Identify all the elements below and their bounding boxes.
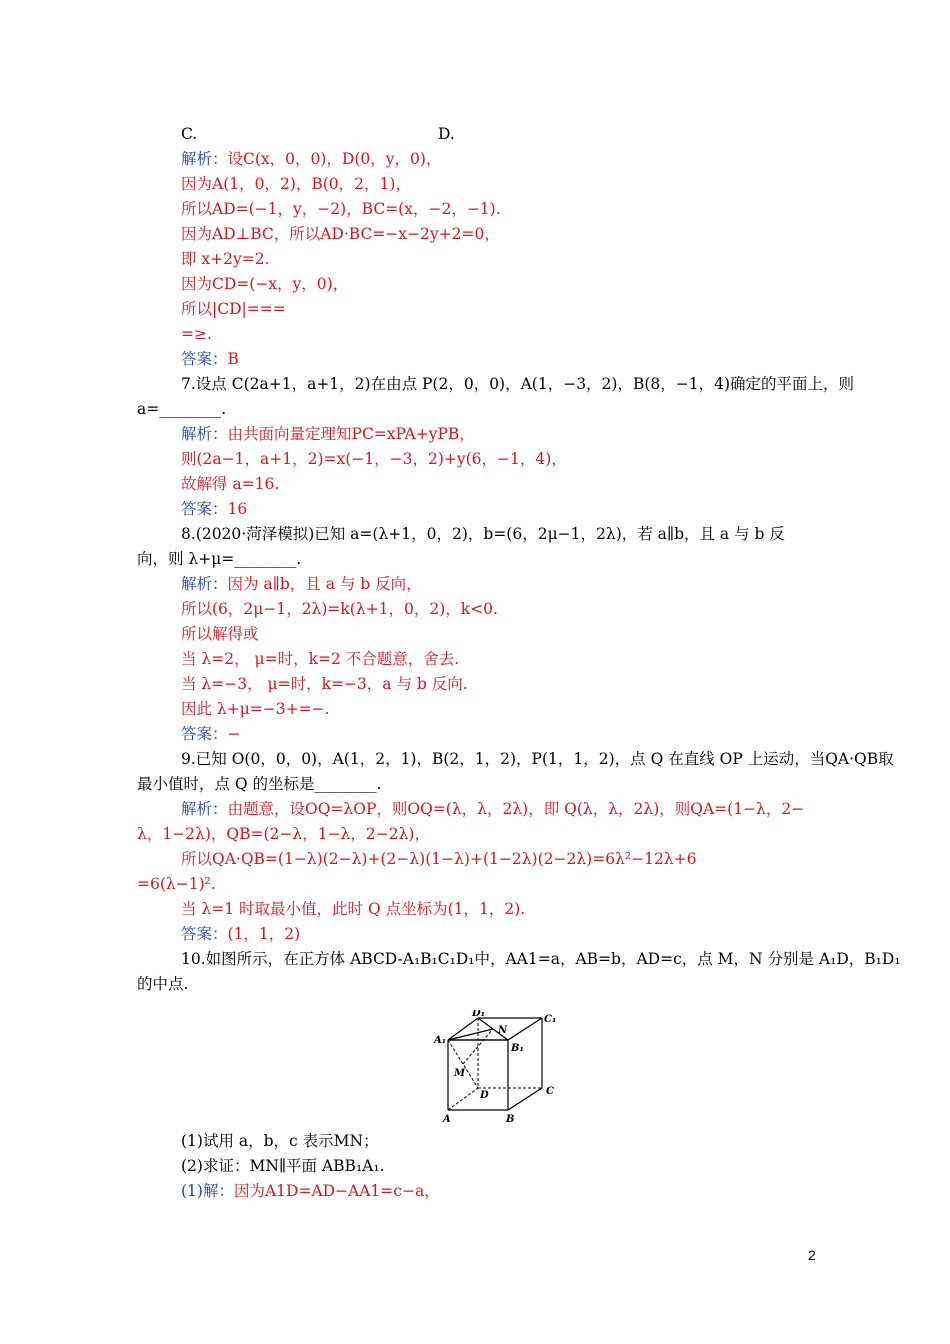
label-m: M	[454, 1068, 466, 1079]
solution-text: 由题意，设OQ=λOP，则OQ=(λ，λ，2λ)，即 Q(λ，λ，2λ)，则QA=(1−λ，2−	[227, 800, 805, 818]
q6-answer	[181, 349, 239, 369]
edge-b1c1	[508, 1018, 542, 1040]
q7-question-line-1: 7.设点 C(2a+1，a+1，2)在由点 P(2，0，0)，A(1，−3，2)，B(8，−1，4)确定的平面上，则	[181, 375, 855, 393]
q8-analysis-line-6: 因此 λ+μ=−3+=−.	[181, 700, 330, 718]
q6-analysis-line-5: 即 x+2y=2.	[181, 250, 270, 268]
label-c1: C₁	[544, 1014, 557, 1025]
q6-analysis-line-7: 所以|CD|===	[181, 300, 286, 318]
q6-analysis-line-3: 所以AD=(−1，y，−2)，BC=(x，−2，−1).	[181, 200, 501, 218]
q9-analysis-line-3: 所以QA·QB=(1−λ)(2−λ)+(2−λ)(1−λ)+(1−2λ)(2−2λ)=6λ²−12λ+6	[181, 850, 697, 868]
q9-analysis-line-1	[181, 799, 804, 819]
q7-analysis-line-3: 故解得 a=16.	[181, 475, 280, 493]
answer-label: 答案：	[181, 925, 228, 943]
q9-answer	[181, 924, 300, 944]
q9-analysis-line-5: 当 λ=1 时取最小值，此时 Q 点坐标为(1，1，2).	[181, 900, 526, 918]
solution-text: 设C(x，0，0)，D(0，y，0)，	[227, 150, 442, 168]
answer-value: B	[227, 350, 239, 368]
label-a1: A₁	[434, 1035, 447, 1046]
answer-value: −	[227, 725, 241, 743]
analysis-label: 解析：	[181, 425, 228, 443]
q10-part-2: (2)求证：MN∥平面 ABB₁A₁.	[181, 1157, 385, 1175]
analysis-label: 解析：	[181, 800, 228, 818]
solution-text: 因为 a∥b，且 a 与 b 反向，	[227, 575, 422, 593]
q9-question-line-1: 9.已知 O(0，0，0)，A(1，2，1)，B(2，1，2)，P(1，1，2)，点 Q 在直线 OP 上运动，当QA·QB取	[181, 750, 894, 768]
q10-question-line-1: 10.如图所示，在正方体 ABCD-A₁B₁C₁D₁中，AA1=a，AB=b，AD=c，点 M，N 分别是 A₁D，B₁D₁	[181, 950, 901, 968]
q6-analysis-line-4: 因为AD⊥BC，所以AD·BC=−x−2y+2=0，	[181, 225, 500, 243]
q8-analysis-line-1	[181, 574, 422, 594]
q6-analysis-line-6: 因为CD=(−x，y，0)，	[181, 275, 349, 293]
label-a: A	[443, 1114, 451, 1125]
answer-label: 答案：	[181, 350, 228, 368]
answer-label: 答案：	[181, 725, 228, 743]
q8-question-line-1: 8.(2020·菏泽模拟)已知 a=(λ+1，0，2)，b=(6，2μ−1，2λ)，若 a∥b，且 a 与 b 反	[181, 525, 785, 543]
q8-analysis-line-2: 所以(6，2μ−1，2λ)=k(λ+1，0，2)，k<0.	[181, 600, 498, 618]
q10-solution-line-1	[181, 1181, 440, 1201]
analysis-label: 解析：	[181, 575, 228, 593]
q10-part-1: (1)试用 a，b，c 表示MN；	[181, 1132, 379, 1150]
cube-figure	[430, 1010, 565, 1125]
q6-analysis-line-2: 因为A(1，0，2)，B(0，2，1)，	[181, 175, 411, 193]
solution-text: 因为A1D=AD−AA1=c−a，	[233, 1182, 440, 1200]
label-b1: B₁	[511, 1043, 524, 1054]
q10-question-line-2: 的中点.	[137, 975, 189, 993]
q7-answer	[181, 499, 247, 519]
option-d: D.	[438, 125, 455, 143]
q7-analysis-line-2: 则(2a−1，a+1，2)=x(−1，−3，2)+y(6，−1，4)，	[181, 450, 567, 468]
label-c: C	[546, 1086, 554, 1097]
q8-answer	[181, 724, 241, 744]
label-b: B	[506, 1114, 515, 1125]
answer-value: 16	[227, 500, 248, 518]
page-number: 2	[808, 1247, 816, 1263]
analysis-label: 解析：	[181, 150, 228, 168]
q8-analysis-line-4: 当 λ=2， μ=时，k=2 不合题意，舍去.	[181, 650, 460, 668]
edge-bc	[508, 1088, 542, 1110]
answer-label: 答案：	[181, 500, 228, 518]
q7-question-line-2: a=________.	[137, 400, 227, 418]
q6-analysis-line-8: =≥.	[181, 325, 212, 343]
q7-analysis-line-1	[181, 424, 475, 444]
solution-text: 由共面向量定理知PC=xPA+yPB，	[227, 425, 475, 443]
answer-value: (1，1，2)	[227, 925, 301, 943]
q8-analysis-line-3: 所以解得或	[181, 625, 259, 643]
label-d1: D₁	[472, 1010, 486, 1019]
q8-question-line-2: 向，则 λ+μ=________.	[137, 550, 302, 568]
label-d: D	[480, 1090, 489, 1101]
option-c: C.	[181, 125, 198, 143]
q6-analysis-line-1	[181, 149, 441, 169]
q8-analysis-line-5: 当 λ=−3， μ=时，k=−3，a 与 b 反向.	[181, 675, 468, 693]
q9-question-line-2: 最小值时，点 Q 的坐标是________.	[137, 775, 382, 793]
label-n: N	[498, 1025, 508, 1036]
solution-label: (1)解：	[181, 1182, 234, 1200]
q9-analysis-line-2: λ，1−2λ)，QB=(2−λ，1−λ，2−2λ)，	[137, 825, 430, 843]
q9-analysis-line-4: =6(λ−1)².	[137, 875, 216, 893]
hidden-edge-ad	[448, 1088, 478, 1110]
